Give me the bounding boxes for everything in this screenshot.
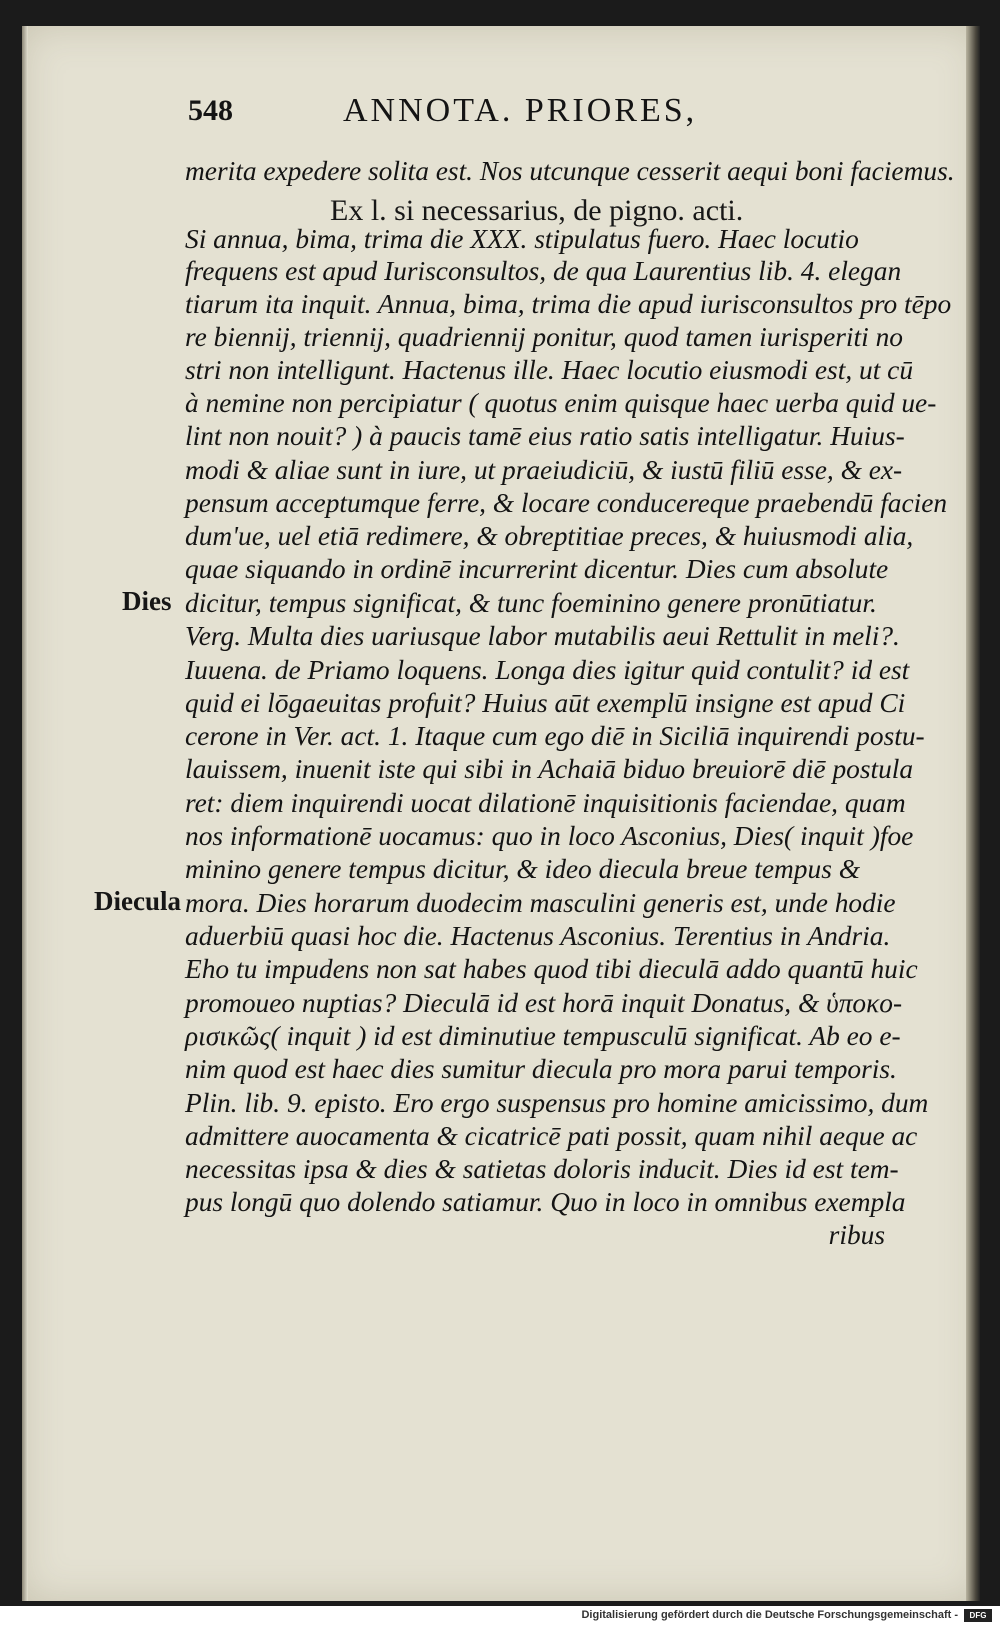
text-line: ribus bbox=[828, 1220, 885, 1250]
text-line: ret: diem inquirendi uocat dilationē inquisitionis faciendae, quam bbox=[185, 788, 906, 818]
text-line: Plin. lib. 9. episto. Ero ergo suspensus pro homine amicissimo, dum bbox=[185, 1088, 929, 1118]
text-line: stri non intelligunt. Hactenus ille. Haec locutio eiusmodi est, ut cū bbox=[185, 355, 914, 385]
margin-note-dies: Dies bbox=[122, 586, 172, 616]
text-line: pensum acceptumque ferre, & locare conducereque praebendū facien bbox=[185, 488, 948, 518]
text-line: necessitas ipsa & dies & satietas doloris inducit. Dies id est tem- bbox=[185, 1154, 899, 1184]
text-line: merita expedere solita est. Nos utcunque cesserit aequi boni faciemus. bbox=[185, 156, 955, 186]
text-line: minino genere tempus dicitur, & ideo diecula breue tempus & bbox=[185, 854, 861, 884]
running-header bbox=[188, 88, 748, 136]
text-line: lint non nouit? ) à paucis tamē eius ratio satis intelligatur. Huius- bbox=[185, 421, 905, 451]
text-line: à nemine non percipiatur ( quotus enim quisque haec uerba quid ue- bbox=[185, 388, 937, 418]
text-line: promoueo nuptias? Dieculā id est horā inquit Donatus, & ὑποκο- bbox=[185, 988, 903, 1018]
section-heading: Ex l. si necessarius, de pigno. acti. bbox=[330, 194, 744, 227]
text-line: Verg. Multa dies uariusque labor mutabilis aeui Rettulit in meli?. bbox=[185, 621, 900, 651]
text-line: frequens est apud Iurisconsultos, de qua Laurentius lib. 4. elegan bbox=[185, 256, 902, 286]
book-page bbox=[22, 26, 980, 1601]
text-line: nim quod est haec dies sumitur diecula pro mora parui temporis. bbox=[185, 1054, 897, 1084]
page-number: 548 bbox=[188, 94, 233, 127]
text-line: Si annua, bima, trima die XXX. stipulatus fuero. Haec locutio bbox=[185, 224, 859, 254]
text-line: admittere auocamenta & cicatricē pati possit, quam nihil aeque ac bbox=[185, 1121, 918, 1151]
page-gutter-shadow bbox=[22, 26, 28, 1601]
text-line: re biennij, triennij, quadriennij ponitur, quod tamen iurisperiti no bbox=[185, 322, 903, 352]
text-line: aduerbiū quasi hoc die. Hactenus Asconius. Terentius in Andria. bbox=[185, 921, 891, 951]
text-line: dicitur, tempus significat, & tunc foeminino genere pronūtiatur. bbox=[185, 588, 877, 618]
text-line: modi & aliae sunt in iure, ut praeiudiciū, & iustū filiū esse, & ex- bbox=[185, 455, 903, 485]
dfg-logo: DFG bbox=[964, 1609, 992, 1622]
footer-credit: Digitalisierung gefördert durch die Deutsche Forschungsgemeinschaft - bbox=[581, 1609, 958, 1621]
text-line: lauissem, inuenit iste qui sibi in Achaiā biduo breuiorē diē postula bbox=[185, 754, 914, 784]
text-line: Iuuena. de Priamo loquens. Longa dies igitur quid contulit? id est bbox=[185, 655, 910, 685]
text-line: nos informationē uocamus: quo in loco Asconius, Dies( inquit )foe bbox=[185, 821, 914, 851]
text-line: cerone in Ver. act. 1. Itaque cum ego diē in Siciliā inquirendi postu- bbox=[185, 721, 925, 751]
text-line: quae siquando in ordinē incurrerint dicentur. Dies cum absolute bbox=[185, 554, 889, 584]
text-line: dum'ue, uel etiā redimere, & obreptitiae preces, & huiusmodi alia, bbox=[185, 521, 914, 551]
text-line: tiarum ita inquit. Annua, bima, trima die apud iurisconsultos pro tēpo bbox=[185, 289, 952, 319]
page-edge-shadow bbox=[966, 26, 980, 1601]
text-line: ρισικῶς( inquit ) id est diminutiue tempusculū significat. Ab eo e- bbox=[185, 1021, 901, 1051]
text-line: pus longū quo dolendo satiamur. Quo in loco in omnibus exempla bbox=[185, 1187, 906, 1217]
digitization-footer bbox=[0, 1606, 1000, 1626]
text-line: quid ei lōgaeuitas profuit? Huius aūt exemplū insigne est apud Ci bbox=[185, 688, 906, 718]
running-title: ANNOTA. PRIORES, bbox=[343, 92, 698, 129]
margin-note-diecula: Diecula bbox=[94, 886, 181, 916]
text-line: mora. Dies horarum duodecim masculini generis est, unde hodie bbox=[185, 888, 896, 918]
text-line: Eho tu impudens non sat habes quod tibi dieculā addo quantū huic bbox=[185, 954, 918, 984]
